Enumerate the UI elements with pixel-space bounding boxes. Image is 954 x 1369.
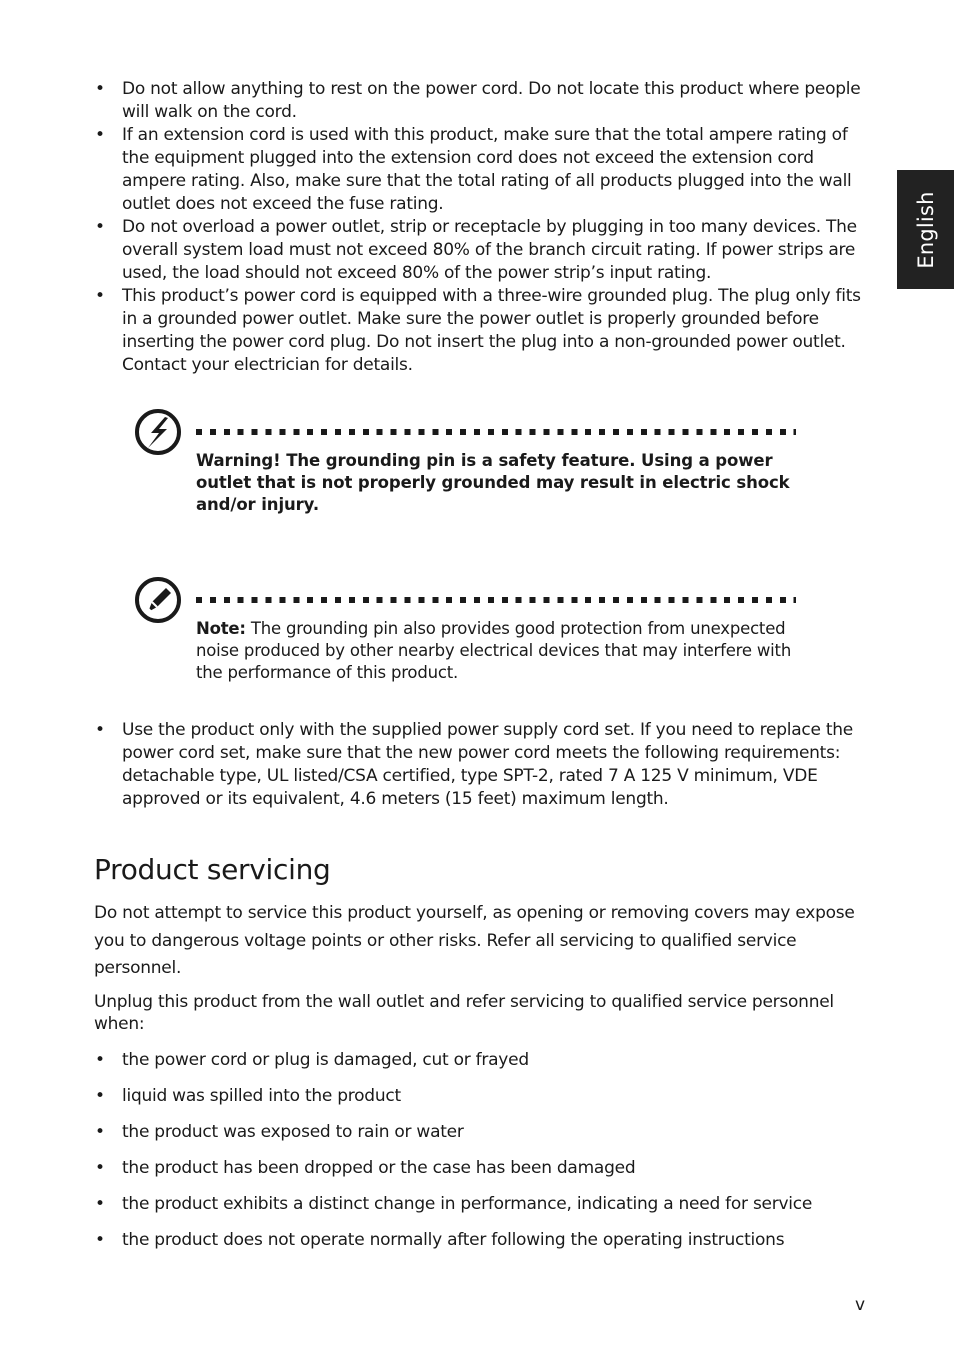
bullet: • xyxy=(95,1158,105,1178)
list-item-text: Do not overload a power outlet, strip or receptacle by plugging in too many devices. The overall system load must not exceed 80% of the branch circuit rating. If power strips are used, the load should not exceed 80% of the power strip’s input rating. xyxy=(122,217,857,283)
service-paragraph: Do not attempt to service this product yourself, as opening or removing covers may expose you to dangerous voltage points or other risks. Refer all servicing to qualified service personnel. xyxy=(94,903,855,978)
list-item xyxy=(95,1049,865,1072)
note-text: The grounding pin also provides good protection from unexpected noise produced by other nearby electrical devices that may interfere with the performance of this product. xyxy=(196,619,792,682)
list-item xyxy=(95,1121,865,1144)
list-item-text: If an extension cord is used with this product, make sure that the total ampere rating of the equipment plugged into the extension cord does not exceed the extension cord ampere rating. Also, make sure that the total rating of all products plugged into the wall outlet does not exceed the fuse rating. xyxy=(122,125,852,214)
page-number: v xyxy=(855,1295,866,1315)
list-item xyxy=(95,1193,865,1216)
list-item xyxy=(95,1229,865,1252)
section-heading: Product servicing xyxy=(94,853,331,886)
bullet: • xyxy=(95,1050,105,1070)
list-item-text: the product does not operate normally after following the operating instructions xyxy=(122,1230,785,1250)
list-item xyxy=(95,216,865,285)
bullet: • xyxy=(95,720,105,740)
list-item-text: the product exhibits a distinct change in performance, indicating a need for service xyxy=(122,1194,813,1214)
list-item xyxy=(95,78,865,124)
list-item-text: Do not allow anything to rest on the power cord. Do not locate this product where people will walk on the cord. xyxy=(122,79,861,122)
list-item xyxy=(95,1085,865,1108)
language-label: English xyxy=(913,190,938,269)
list-item-text: liquid was spilled into the product xyxy=(122,1086,401,1106)
bullet: • xyxy=(95,1086,105,1106)
unplug-paragraph: Unplug this product from the wall outlet and refer servicing to qualified service personnel when: xyxy=(94,992,834,1034)
list-item xyxy=(95,285,865,377)
list-item-text: the power cord or plug is damaged, cut or frayed xyxy=(122,1050,529,1070)
bullet: • xyxy=(95,1230,105,1250)
list-item-text: This product’s power cord is equipped with a three-wire grounded plug. The plug only fits in a grounded power outlet. Make sure the power outlet is properly grounded before inserting the power cord plug. Do not insert the plug into a non-grounded power outlet. Contact your electrician for details. xyxy=(122,286,861,375)
service-conditions-list xyxy=(95,1049,865,1265)
language-side-tab xyxy=(897,170,954,289)
note-label: Note: xyxy=(196,619,246,638)
bullet: • xyxy=(95,1122,105,1142)
bullet: • xyxy=(95,217,105,237)
bullet: • xyxy=(95,125,105,145)
list-item xyxy=(95,719,865,811)
cord-set-bullet-list xyxy=(95,719,865,811)
dotted-divider xyxy=(196,429,796,435)
list-item-text: the product has been dropped or the case has been damaged xyxy=(122,1158,636,1178)
list-item xyxy=(95,124,865,216)
bullet: • xyxy=(95,79,105,99)
list-item-text: the product was exposed to rain or water xyxy=(122,1122,464,1142)
lightning-icon xyxy=(134,408,182,456)
power-cord-bullet-list xyxy=(95,78,865,377)
dotted-divider xyxy=(196,597,796,603)
bullet: • xyxy=(95,286,105,306)
list-item-text: Use the product only with the supplied power supply cord set. If you need to replace the power cord set, make sure that the new power cord meets the following requirements: detachable type, UL listed/CSA certified, type SPT-2, rated 7 A 125 V minimum, VDE approved or its equivalent, 4.6 meters (15 feet) maximum length. xyxy=(122,720,853,809)
note-body xyxy=(196,618,806,684)
note-pencil-icon xyxy=(134,576,182,624)
bullet: • xyxy=(95,1194,105,1214)
warning-text: Warning! The grounding pin is a safety feature. Using a power outlet that is not properly grounded may result in electric shock and/or injury. xyxy=(196,451,790,514)
list-item xyxy=(95,1157,865,1180)
